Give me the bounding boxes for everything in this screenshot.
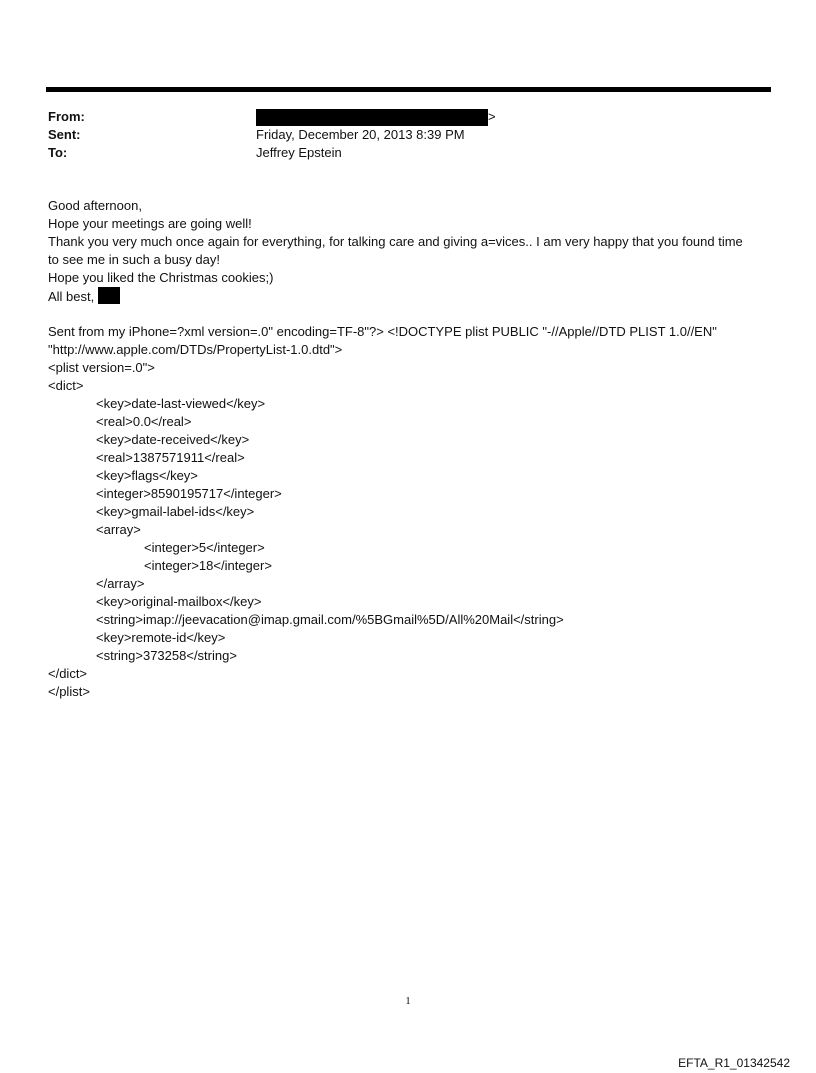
xml-line: <key>date-last-viewed</key> [96, 396, 266, 411]
xml-line: Sent from my iPhone=?xml version=.0" encoding=TF-8"?> <!DOCTYPE plist PUBLIC "-//Apple//DTD PLIST 1.0//EN" [48, 324, 717, 339]
greeting: Good afternoon, [48, 198, 142, 213]
xml-line: <integer>8590195717</integer> [96, 486, 282, 501]
xml-line: <key>date-received</key> [96, 432, 250, 447]
from-suffix: > [488, 109, 496, 124]
message-body [48, 197, 778, 306]
body-line: Hope you liked the Christmas cookies;) [48, 270, 274, 285]
xml-line: </array> [96, 576, 145, 591]
xml-line: <real>0.0</real> [96, 414, 192, 429]
redaction-block [98, 287, 120, 304]
from-label: From: [48, 109, 85, 124]
xml-line: <key>remote-id</key> [96, 630, 226, 645]
body-line: Thank you very much once again for everything, for talking care and giving a=vices.. I am very happy that you found time [48, 234, 743, 249]
signoff [48, 287, 778, 306]
xml-line: </dict> [48, 666, 88, 681]
body-line: Hope your meetings are going well! [48, 216, 252, 231]
document-id: EFTA_R1_01342542 [678, 1056, 790, 1070]
xml-line: <plist version=.0"> [48, 360, 155, 375]
xml-line: <key>gmail-label-ids</key> [96, 504, 255, 519]
redaction-block [256, 109, 488, 126]
xml-line: <integer>18</integer> [144, 558, 272, 573]
from-value [256, 108, 496, 126]
xml-line: "http://www.apple.com/DTDs/PropertyList-1.0.dtd"> [48, 342, 343, 357]
xml-line: <integer>5</integer> [144, 540, 265, 555]
xml-line: <string>imap://jeevacation@imap.gmail.com/%5BGmail%5D/All%20Mail</string> [96, 612, 564, 627]
sent-label: Sent: [48, 127, 81, 142]
page-number: 1 [405, 995, 411, 1007]
xml-line: </plist> [48, 684, 90, 699]
body-line: to see me in such a busy day! [48, 252, 220, 267]
xml-line: <real>1387571911</real> [96, 450, 245, 465]
header-rule [46, 87, 771, 92]
xml-line: <string>373258</string> [96, 648, 237, 663]
plist-xml [48, 323, 717, 701]
to-label: To: [48, 145, 68, 160]
sent-value: Friday, December 20, 2013 8:39 PM [256, 127, 465, 142]
xml-line: <array> [96, 522, 141, 537]
xml-line: <key>original-mailbox</key> [96, 594, 262, 609]
signoff-text: All best, [48, 289, 95, 304]
xml-line: <key>flags</key> [96, 468, 198, 483]
xml-line: <dict> [48, 378, 84, 393]
to-value: Jeffrey Epstein [256, 145, 342, 160]
